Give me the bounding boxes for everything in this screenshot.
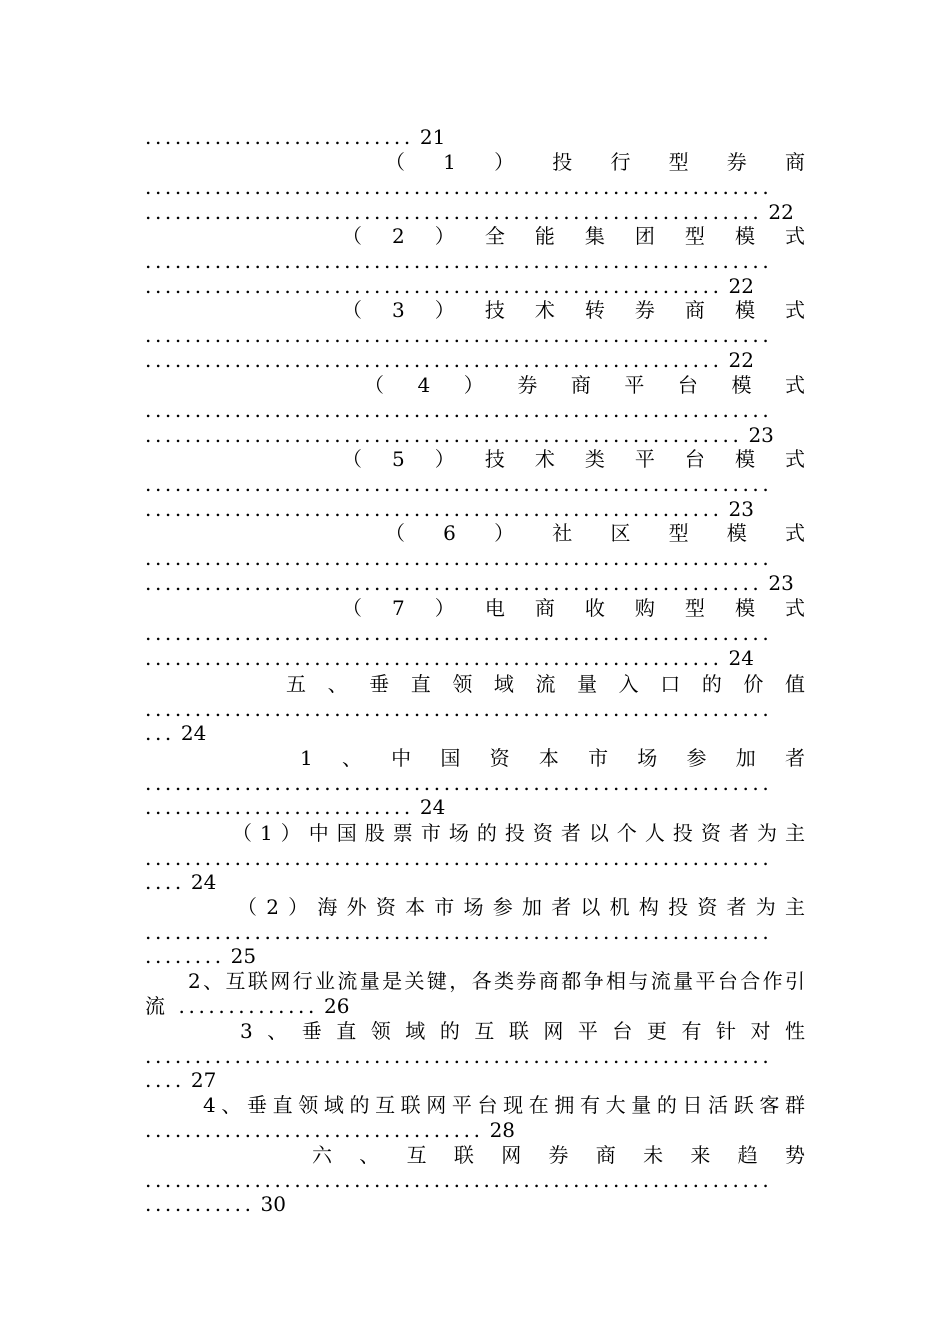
toc-leader: ............................................................... [145, 175, 773, 199]
toc-line: ............................................................ 23 [145, 423, 774, 447]
toc-line: ... 24 [145, 721, 207, 745]
toc-line: .......................................................... 23 [145, 497, 754, 521]
page-number: 24 [728, 646, 754, 670]
toc-line: .... 24 [145, 870, 217, 894]
page-number: 23 [768, 571, 794, 595]
toc-line: ........... 30 [145, 1192, 286, 1216]
toc-leader: ............................................................... [145, 920, 773, 944]
toc-line: ........................... 21 [145, 125, 446, 149]
toc-leader: ............................................................... [145, 472, 773, 496]
toc-entry-title: （3）技术转券商模式 [342, 298, 805, 322]
toc-leader: ............................................................... [145, 697, 773, 721]
toc-line: .......................................................... 24 [145, 646, 754, 670]
toc-leader: ............................................................... [145, 323, 773, 347]
toc-leader: ............................................................... [145, 1044, 773, 1068]
page-number: 25 [230, 944, 257, 968]
toc-line: 流 .............. 26 [145, 994, 350, 1018]
toc-entry-title: 3、垂直领域的互联网平台更有针对性 [240, 1019, 805, 1043]
toc-line: .............................................................. 23 [145, 571, 794, 595]
toc-line: ........ 25 [145, 944, 257, 968]
toc-line: .................................. 28 [145, 1118, 516, 1142]
toc-entry-title: （7）电商收购型模式 [342, 596, 805, 620]
page-number: 26 [323, 994, 350, 1018]
toc-entry-title: 4、垂直领域的互联网平台现在拥有大量的日活跃客群 [203, 1093, 805, 1117]
toc-entry-title: 2、互联网行业流量是关键，各类券商都争相与流量平台合作引 [188, 969, 805, 993]
toc-line: .......................................................... 22 [145, 348, 754, 372]
toc-entry-title: 1、中国资本市场参加者 [300, 746, 805, 770]
toc-entry-title: （1）投行型券商 [385, 150, 805, 174]
toc-entry-title: （2）海外资本市场参加者以机构投资者为主 [237, 895, 805, 919]
page-number: 22 [728, 274, 754, 298]
toc-leader: ............................................................... [145, 621, 773, 645]
toc-entry-title: （5）技术类平台模式 [342, 447, 805, 471]
toc-entry-title: （4）券商平台模式 [364, 373, 805, 397]
toc-entry-title: （2）全能集团型模式 [342, 224, 805, 248]
page-number: 30 [260, 1192, 286, 1216]
toc-leader: ............................................................... [145, 771, 773, 795]
page-number: 23 [728, 497, 754, 521]
toc-line: .... 27 [145, 1068, 217, 1092]
toc-leader: ............................................................... [145, 546, 773, 570]
page-number: 22 [768, 200, 794, 224]
toc-entry-title: 六、互联网券商未来趋势 [312, 1143, 805, 1167]
toc-line: ........................... 24 [145, 795, 446, 819]
toc-line: .............................................................. 22 [145, 200, 794, 224]
toc-leader: ............................................................... [145, 249, 773, 273]
toc-entry-title: 五、垂直领域流量入口的价值 [286, 672, 805, 696]
page-number: 23 [748, 423, 774, 447]
toc-entry-title: （6）社区型模式 [385, 521, 805, 545]
page-number: 28 [489, 1118, 516, 1142]
page-number: 24 [190, 870, 217, 894]
page-number: 21 [419, 125, 446, 149]
toc-leader: ............................................................... [145, 1168, 773, 1192]
page-number: 24 [419, 795, 446, 819]
toc-entry-title: （1）中国股票市场的投资者以个人投资者为主 [232, 821, 805, 845]
toc-line: .......................................................... 22 [145, 274, 754, 298]
page-number: 27 [190, 1068, 217, 1092]
page-number: 22 [728, 348, 754, 372]
page-number: 24 [180, 721, 207, 745]
toc-leader: ............................................................... [145, 846, 773, 870]
toc-leader: ............................................................... [145, 398, 773, 422]
